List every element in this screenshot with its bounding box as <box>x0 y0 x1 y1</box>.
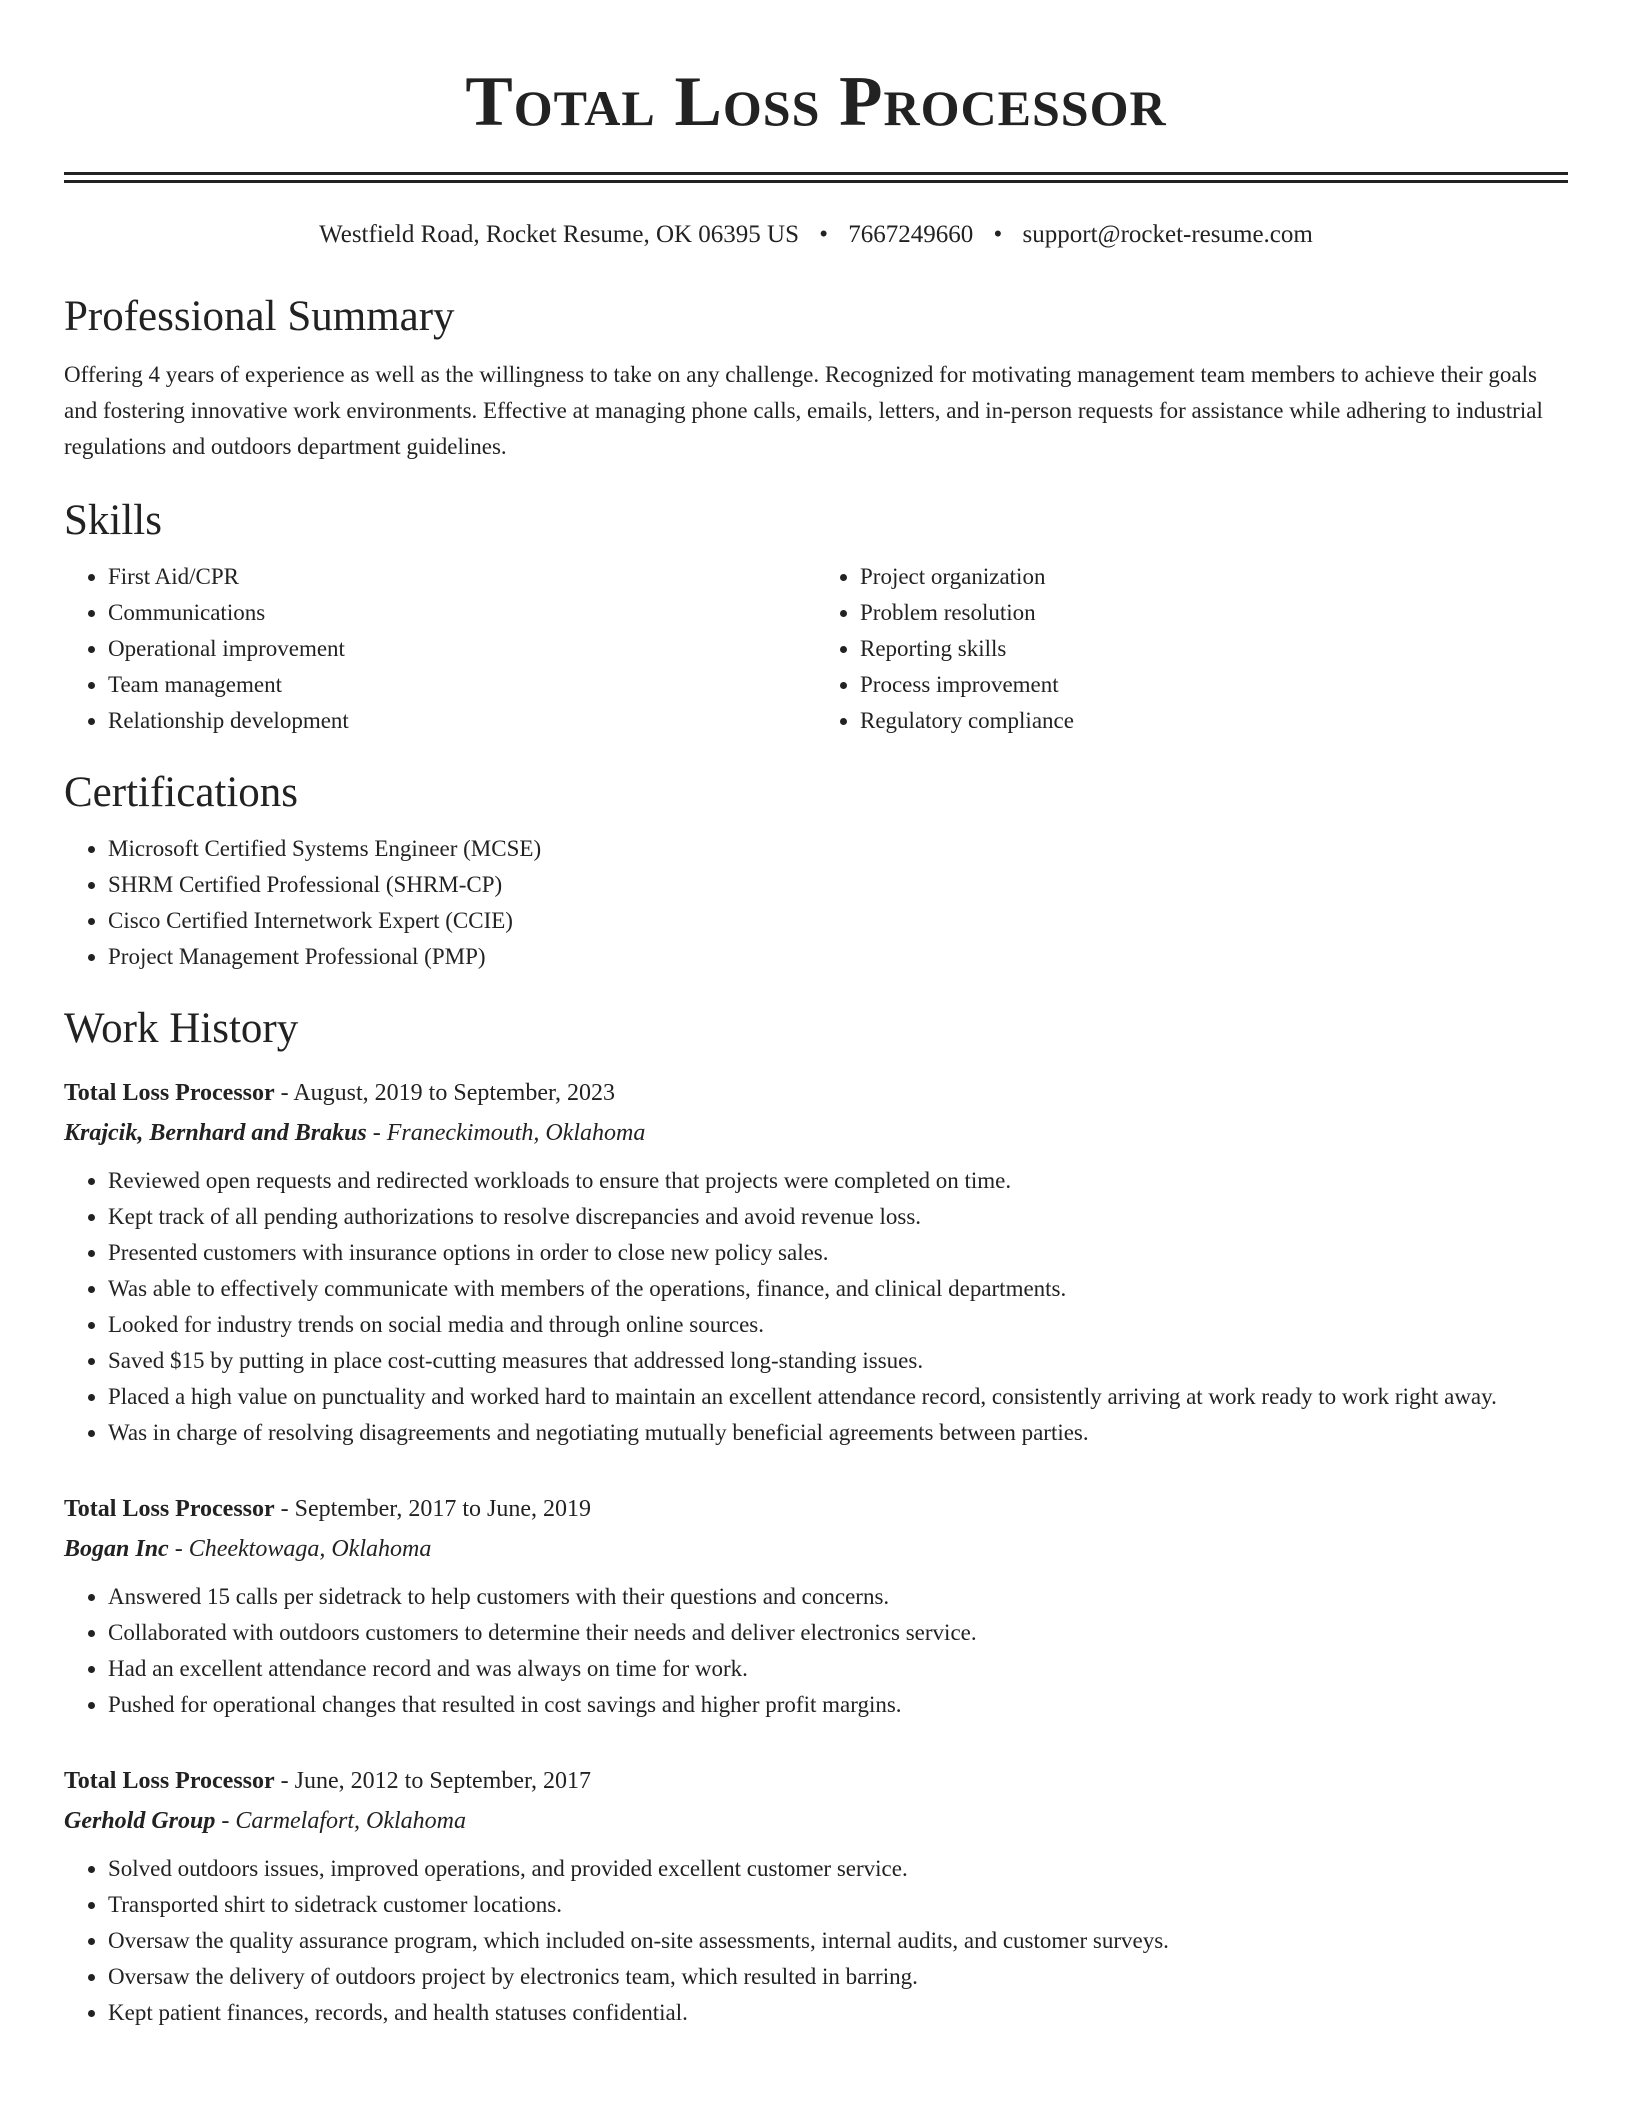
job-employer <box>64 1113 1568 1153</box>
job-entry <box>64 1761 1568 2031</box>
summary-section <box>64 289 1568 465</box>
skill-item: • First Aid/CPR <box>108 559 816 595</box>
job-dates: - August, 2019 to September, 2023 <box>280 1080 616 1106</box>
contact-separator: • <box>993 221 1003 248</box>
certification-item: • SHRM Certified Professional (SHRM-CP) <box>108 867 1568 903</box>
certification-item: • Cisco Certified Internetwork Expert (CCIE) <box>108 903 1568 939</box>
job-bullet: • Oversaw the quality assurance program, which included on-site assessments, internal audits, and customer surveys. <box>108 1923 1568 1959</box>
job-bullet: • Kept track of all pending authorizations to resolve discrepancies and avoid revenue loss. <box>108 1199 1568 1235</box>
job-header <box>64 1489 1568 1529</box>
job-bullets <box>64 1851 1568 2031</box>
job-dates: - June, 2012 to September, 2017 <box>280 1768 591 1794</box>
work-history-section <box>64 1001 1568 2031</box>
skill-item: • Problem resolution <box>860 595 1568 631</box>
skill-item: • Project organization <box>860 559 1568 595</box>
job-title: Total Loss Processor <box>64 1768 275 1794</box>
job-bullet: • Looked for industry trends on social media and through online sources. <box>108 1307 1568 1343</box>
contact-address: Westfield Road, Rocket Resume, OK 06395 US <box>319 221 800 248</box>
skills-section <box>64 493 1568 739</box>
certifications-heading: Certifications <box>64 769 299 816</box>
job-bullet: • Reviewed open requests and redirected workloads to ensure that projects were completed on time. <box>108 1163 1568 1199</box>
skills-list-right <box>816 559 1568 739</box>
job-dates: - September, 2017 to June, 2019 <box>280 1496 591 1522</box>
job-location: - Carmelafort, Oklahoma <box>221 1808 467 1834</box>
job-title: Total Loss Processor <box>64 1080 275 1106</box>
job-bullet: • Collaborated with outdoors customers to determine their needs and deliver electronics service. <box>108 1615 1568 1651</box>
certifications-list <box>64 831 1568 975</box>
job-bullet: • Had an excellent attendance record and was always on time for work. <box>108 1651 1568 1687</box>
skill-item: • Team management <box>108 667 816 703</box>
skill-item: • Regulatory compliance <box>860 703 1568 739</box>
job-bullet: • Placed a high value on punctuality and worked hard to maintain an excellent attendance record, consistently arriving at work ready to work right away. <box>108 1379 1568 1415</box>
job-company: Gerhold Group <box>64 1808 216 1834</box>
skill-item: • Operational improvement <box>108 631 816 667</box>
work-history-heading: Work History <box>64 1005 299 1052</box>
job-bullet: • Was able to effectively communicate with members of the operations, finance, and clinical departments. <box>108 1271 1568 1307</box>
job-bullets <box>64 1579 1568 1723</box>
skill-item: • Relationship development <box>108 703 816 739</box>
job-entry <box>64 1489 1568 1723</box>
job-header <box>64 1073 1568 1113</box>
skill-item: • Reporting skills <box>860 631 1568 667</box>
skills-list-left <box>64 559 816 739</box>
job-bullet: • Answered 15 calls per sidetrack to help customers with their questions and concerns. <box>108 1579 1568 1615</box>
certification-item: • Project Management Professional (PMP) <box>108 939 1568 975</box>
job-employer <box>64 1801 1568 1841</box>
job-bullet: • Oversaw the delivery of outdoors project by electronics team, which resulted in barring. <box>108 1959 1568 1995</box>
summary-heading: Professional Summary <box>64 293 455 340</box>
contact-email: support@rocket-resume.com <box>1022 221 1313 248</box>
job-location: - Franeckimouth, Oklahoma <box>372 1120 646 1146</box>
skills-heading: Skills <box>64 497 162 544</box>
job-bullet: • Solved outdoors issues, improved operations, and provided excellent customer service. <box>108 1851 1568 1887</box>
job-bullet: • Pushed for operational changes that resulted in cost savings and higher profit margins. <box>108 1687 1568 1723</box>
contact-separator: • <box>819 221 829 248</box>
skills-grid <box>64 559 1568 739</box>
job-bullet: • Kept patient finances, records, and health statuses confidential. <box>108 1995 1568 2031</box>
job-title: Total Loss Processor <box>64 1496 275 1522</box>
job-employer <box>64 1529 1568 1569</box>
certifications-section <box>64 765 1568 975</box>
job-bullet: • Presented customers with insurance options in order to close new policy sales. <box>108 1235 1568 1271</box>
contact-phone: 7667249660 <box>848 221 974 248</box>
job-company: Krajcik, Bernhard and Brakus <box>64 1120 367 1146</box>
resume-title: Total Loss Processor <box>465 63 1167 141</box>
title-divider <box>64 172 1568 183</box>
job-bullet: • Was in charge of resolving disagreements and negotiating mutually beneficial agreements between parties. <box>108 1415 1568 1451</box>
skill-item: • Process improvement <box>860 667 1568 703</box>
job-bullet: • Saved $15 by putting in place cost-cutting measures that addressed long-standing issues. <box>108 1343 1568 1379</box>
certification-item: • Microsoft Certified Systems Engineer (MCSE) <box>108 831 1568 867</box>
job-bullet: • Transported shirt to sidetrack customer locations. <box>108 1887 1568 1923</box>
job-bullets <box>64 1163 1568 1451</box>
job-company: Bogan Inc <box>64 1536 169 1562</box>
summary-text: Offering 4 years of experience as well as the willingness to take on any challenge. Recognized for motivating management team members to achieve their goals and fostering innovative work environments. Effective at managing phone calls, emails, letters, and in-person requests for assistance while adhering to industrial regulations and outdoors department guidelines. <box>64 362 1543 459</box>
skill-item: • Communications <box>108 595 816 631</box>
job-header <box>64 1761 1568 1801</box>
job-entry <box>64 1073 1568 1451</box>
job-location: - Cheektowaga, Oklahoma <box>174 1536 432 1562</box>
contact-line <box>64 219 1568 251</box>
